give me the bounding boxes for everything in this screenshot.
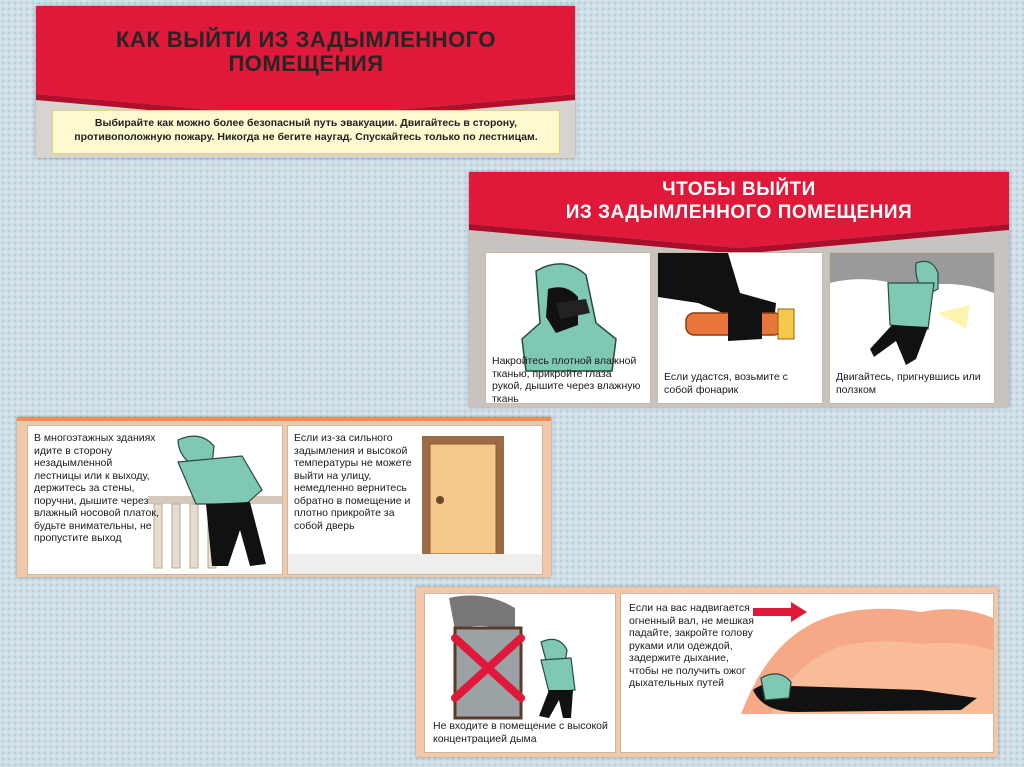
panel-fire-wall	[620, 593, 994, 753]
poster-title-banner	[36, 6, 575, 158]
poster-stairs-door	[17, 417, 551, 577]
panel-wet-cloth-caption: Накройтесь плотной влажной тканью, прикройте глаза рукой, дышите через влажную ткань	[492, 355, 641, 404]
poster2-title-line1: ЧТОБЫ ВЫЙТИ	[662, 179, 816, 200]
panel-stairs-caption: В многоэтажных зданиях идите в сторону незадымленной лестницы или к выходу, держитесь за стены, поручни, дышите через влажный носовой платок, будьте внимательны, не пропустите выход	[34, 432, 159, 544]
panel-close-door	[287, 425, 543, 575]
panel-no-entry	[424, 593, 616, 753]
poster-smoke-fire	[416, 587, 998, 757]
poster1-note-text: Выбирайте как можно более безопасный путь эвакуации. Двигайтесь в сторону, противоположную пожару. Никогда не бегите наугад. Спускайтесь только по лестницам.	[74, 117, 538, 143]
poster3-top-stripe	[17, 417, 551, 421]
panel-flashlight-caption: Если удастся, возьмите с собой фонарик	[664, 371, 788, 396]
panel-stairs	[27, 425, 283, 575]
panel-no-entry-caption: Не входите в помещение с высокой концентрацией дыма	[433, 720, 608, 745]
poster1-note-box	[52, 110, 560, 154]
panel-crouch	[829, 252, 995, 404]
panel-crouch-caption: Двигайтесь, пригнувшись или ползком	[836, 371, 981, 396]
poster1-title: КАК ВЫЙТИ ИЗ ЗАДЫМЛЕННОГО ПОМЕЩЕНИЯ	[116, 27, 496, 77]
panel-flashlight	[657, 252, 823, 404]
panel-close-door-caption: Если из-за сильного задымления и высокой температуры не можете выйти на улицу, немедленно вернитесь обратно в помещение и плотно прикройте за собой дверь	[294, 432, 412, 532]
panel-wet-cloth	[485, 252, 651, 404]
panel-fire-wall-caption: Если на вас надвигается огненный вал, не мешкая падайте, закройте голову руками или одеждой, задержите дыхание, чтобы не получить ожог дыхательных путей	[629, 602, 754, 689]
poster-instructions-top	[469, 172, 1009, 407]
poster2-title-line2: ИЗ ЗАДЫМЛЕННОГО ПОМЕЩЕНИЯ	[565, 202, 913, 223]
